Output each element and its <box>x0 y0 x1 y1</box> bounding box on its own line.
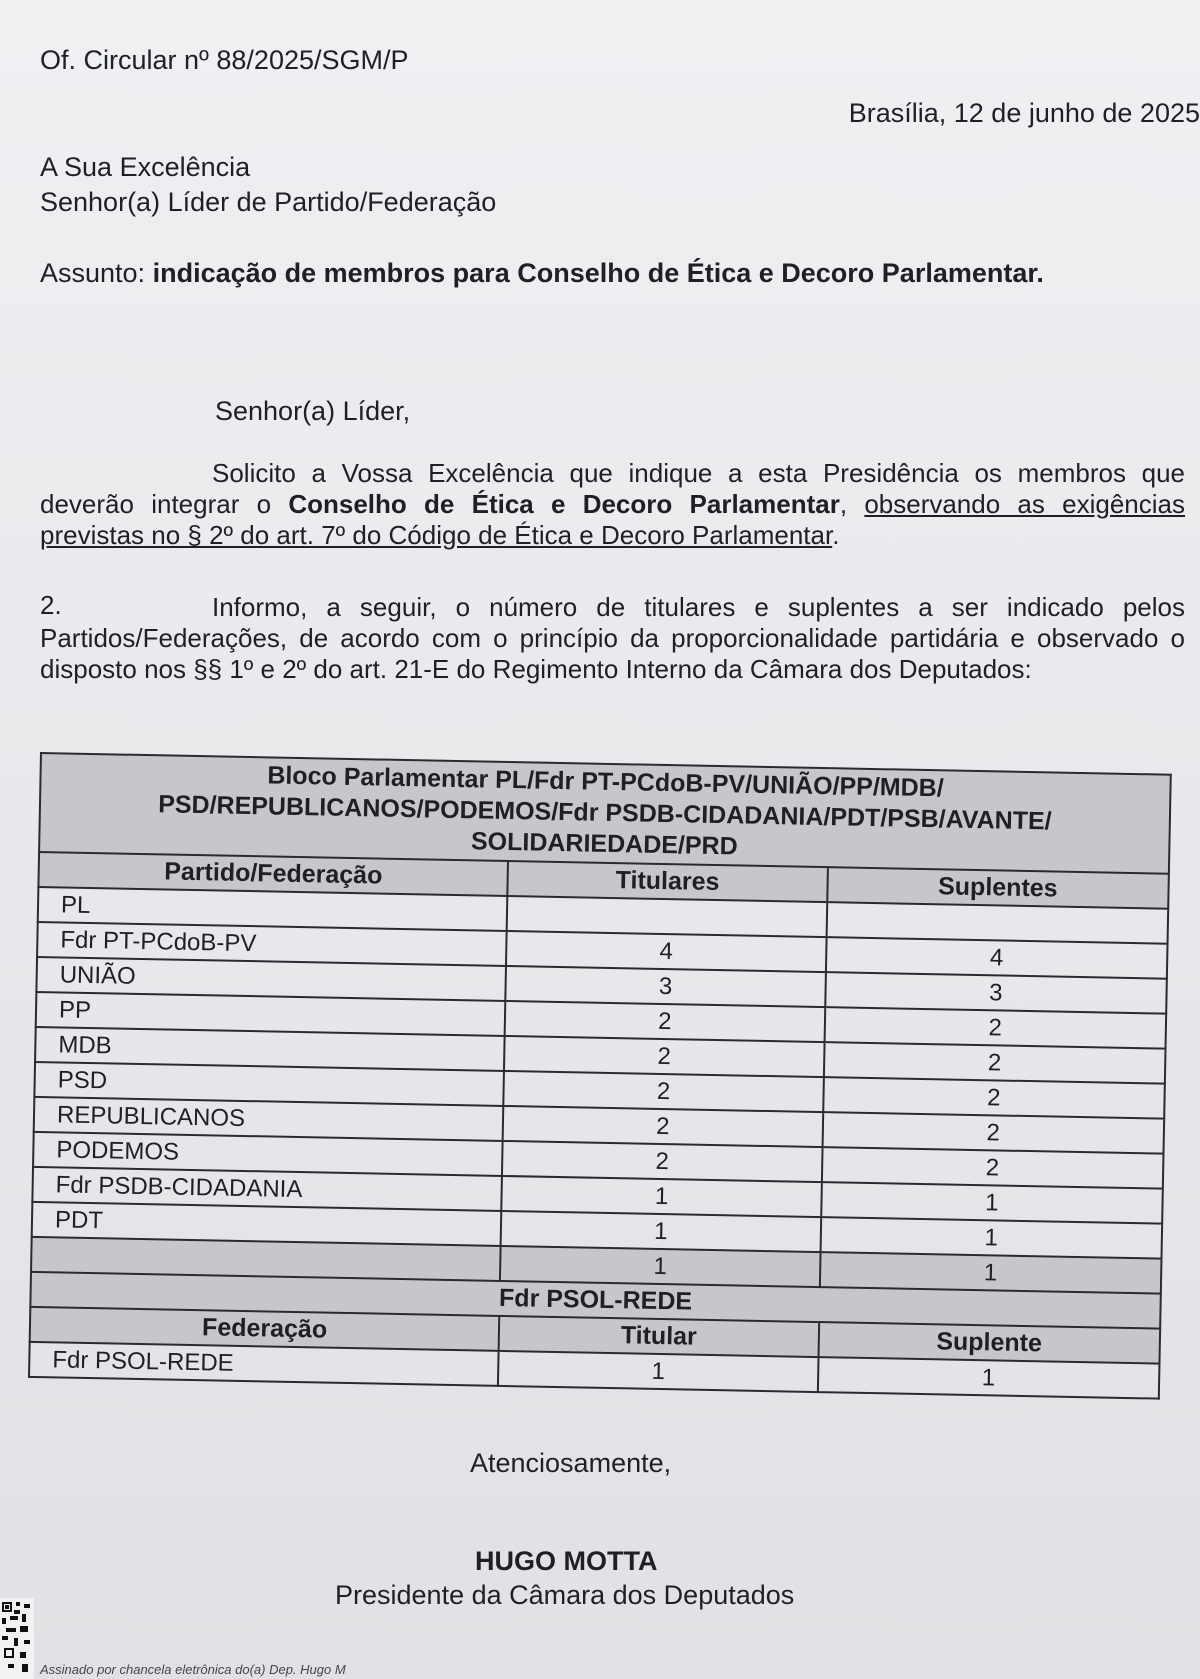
paragraph-1-end: . <box>832 520 840 550</box>
col-header-federacao: Federação <box>30 1307 500 1351</box>
closing-text: Atenciosamente, <box>470 1448 672 1478</box>
col-header-titular: Titular <box>499 1316 819 1357</box>
distribution-table <box>28 752 1172 1400</box>
document-reference: Of. Circular nº 88/2025/SGM/P <box>40 45 409 75</box>
titulares-cell: 2 <box>503 1106 823 1147</box>
suplentes-cell: 2 <box>822 1147 1164 1189</box>
titulares-cell: 1 <box>502 1176 822 1217</box>
titulares-cell: 1 <box>500 1246 820 1287</box>
signer-title: Presidente da Câmara dos Deputados <box>335 1580 795 1610</box>
paragraph-1-underlined: observando as exigências previstas no § 2º do art. 7º do Código de Ética e Decoro Parlamentar <box>40 489 1185 550</box>
col-header-titulares: Titulares <box>508 861 828 902</box>
document-date: Brasília, 12 de junho de 2025 <box>848 98 1200 128</box>
paragraph-2-number: 2. <box>40 590 62 620</box>
suplentes-cell: 1 <box>819 1252 1161 1294</box>
suplente-cell: 1 <box>817 1357 1159 1399</box>
titulares-cell: 2 <box>504 1036 824 1077</box>
bloco-rows <box>31 887 1168 1294</box>
party-cell: PDT <box>32 1202 502 1246</box>
qr-code-icon <box>0 1598 34 1679</box>
suplentes-cell: 1 <box>820 1217 1162 1259</box>
titulares-cell: 4 <box>506 931 826 972</box>
salutation: Senhor(a) Líder, <box>215 396 411 426</box>
signature-footnote: Assinado por chancela eletrônica do(a) Dep. Hugo M <box>40 1662 346 1677</box>
suplentes-cell: 3 <box>825 972 1167 1014</box>
paragraph-2 <box>40 592 1185 685</box>
paragraph-1 <box>40 458 1185 551</box>
paragraph-1-text: Solicito a Vossa Excelência que indique a esta Presidência os membros que deverão integrar o <box>40 458 1185 519</box>
federacao-title: Fdr PSOL-REDE <box>30 1272 1160 1329</box>
suplentes-cell: 2 <box>822 1112 1164 1154</box>
subject-line <box>40 258 1044 289</box>
party-cell: PSD <box>34 1062 504 1106</box>
subject-label: Assunto: <box>40 258 146 288</box>
suplentes-cell: 2 <box>823 1077 1165 1119</box>
party-cell: PODEMOS <box>33 1132 503 1176</box>
suplentes-cell: 2 <box>824 1042 1166 1084</box>
bloco-title: Bloco Parlamentar PL/Fdr PT-PCdoB-PV/UNIÃO/PP/MDB/ PSD/REPUBLICANOS/PODEMOS/Fdr PSDB-CIDADANIA/PDT/PSB/AVANTE/ SOLIDARIEDADE/PRD <box>39 753 1171 874</box>
titulares-cell: 2 <box>502 1141 822 1182</box>
titular-cell: 1 <box>498 1351 818 1392</box>
party-cell: UNIÃO <box>36 957 506 1001</box>
subject-text: indicação de membros para Conselho de Ética e Decoro Parlamentar. <box>152 258 1044 288</box>
party-cell: Fdr PT-PCdoB-PV <box>37 922 507 966</box>
col-header-suplentes: Suplentes <box>827 867 1169 909</box>
col-header-party: Partido/Federação <box>38 852 508 896</box>
suplentes-cell: 2 <box>824 1007 1166 1049</box>
paragraph-2-text: Informo, a seguir, o número de titulares e suplentes a ser indicado pelos Partidos/Federações, de acordo com o princípio da proporcionalidade partidária e observado o disposto nos §§ 1º e 2º do art. 21-E do Regimento Interno da Câmara dos Deputados: <box>40 592 1185 684</box>
party-cell: PL <box>38 887 508 931</box>
titulares-cell: 3 <box>506 966 826 1007</box>
paragraph-1-bold: Conselho de Ética e Decoro Parlamentar <box>288 489 840 519</box>
paragraph-1-comma: , <box>839 489 848 519</box>
titulares-cell: 1 <box>501 1211 821 1252</box>
signer-name: HUGO MOTTA <box>475 1546 658 1576</box>
recipient-line-1: A Sua Excelência <box>40 152 251 182</box>
titulares-cell: 2 <box>504 1071 824 1112</box>
party-cell: REPUBLICANOS <box>34 1097 504 1141</box>
col-header-suplente: Suplente <box>818 1322 1160 1364</box>
party-cell: PP <box>36 992 506 1036</box>
party-cell: MDB <box>35 1027 505 1071</box>
federacao-cell: Fdr PSOL-REDE <box>29 1342 499 1386</box>
suplentes-cell: 4 <box>826 937 1168 979</box>
party-cell: Fdr PSDB-CIDADANIA <box>32 1167 502 1211</box>
titulares-cell: 2 <box>505 1001 825 1042</box>
recipient-block <box>40 150 496 220</box>
suplentes-cell: 1 <box>821 1182 1163 1224</box>
recipient-line-2: Senhor(a) Líder de Partido/Federação <box>40 187 497 217</box>
